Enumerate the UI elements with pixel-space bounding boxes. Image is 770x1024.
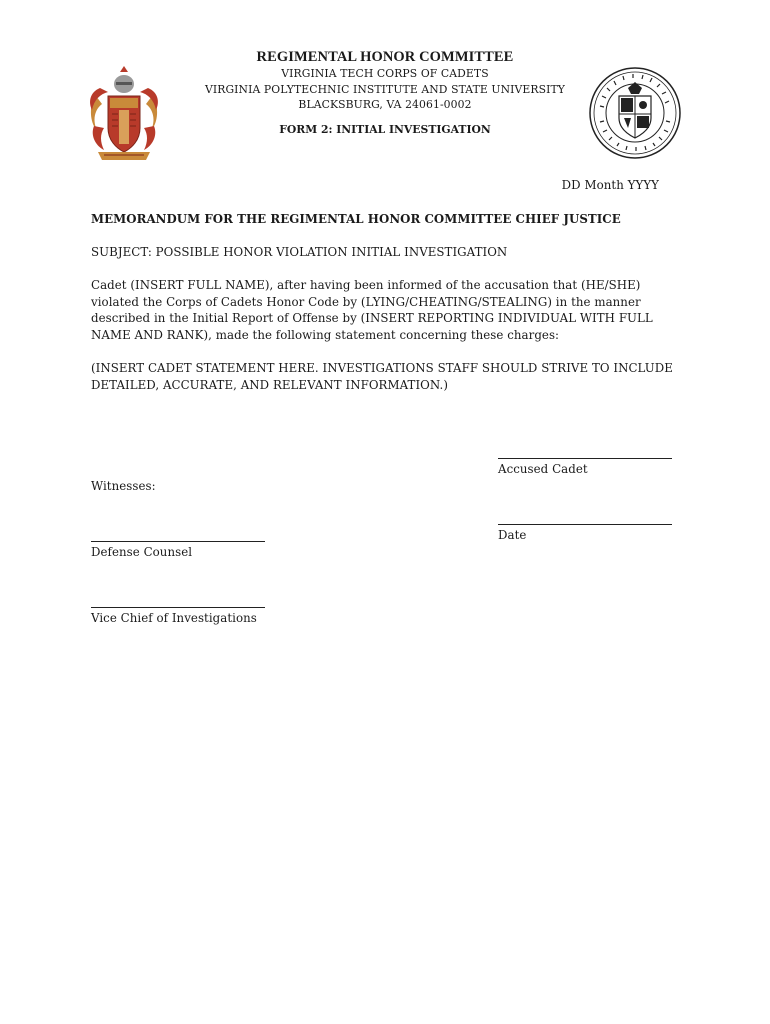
cadet-statement-paragraph: (INSERT CADET STATEMENT HERE. INVESTIGATIONS STAFF SHOULD STRIVE TO INCLUDE DETAILED, ACCURATE, AND RELEVANT INFORMATION.) (91, 361, 673, 392)
witnesses-label: Witnesses: (91, 479, 156, 493)
memorandum-for: MEMORANDUM FOR THE REGIMENTAL HONOR COMMITTEE CHIEF JUSTICE (91, 212, 621, 226)
letterhead (170, 48, 600, 137)
form-title: FORM 2: INITIAL INVESTIGATION (279, 122, 491, 136)
date-label: Date (498, 528, 527, 542)
subject-line: SUBJECT: POSSIBLE HONOR VIOLATION INITIAL INVESTIGATION (91, 245, 508, 259)
statement-intro-paragraph: Cadet (INSERT FULL NAME), after having been informed of the accusation that (HE/SHE) violated the Corps of Cadets Honor Code by (LYING/CHEATING/STEALING) in the manner described in the Initial Report of Offense by (INSERT REPORTING INDIVIDUAL WITH FULL NAME AND RANK), made the following statement concerning these charges: (91, 278, 653, 342)
university-name: VIRGINIA POLYTECHNIC INSTITUTE AND STATE UNIVERSITY (204, 82, 566, 96)
accused-cadet-signature-line[interactable] (498, 458, 672, 459)
memo-date: DD Month YYYY (561, 178, 659, 192)
committee-title: REGIMENTAL HONOR COMMITTEE (256, 49, 514, 65)
vice-chief-signature-line[interactable] (91, 607, 265, 608)
corps-name: VIRGINIA TECH CORPS OF CADETS (281, 67, 489, 80)
vice-chief-label: Vice Chief of Investigations (91, 611, 257, 625)
corps-crest-icon (86, 66, 162, 162)
address: BLACKSBURG, VA 24061-0002 (298, 98, 472, 111)
defense-counsel-label: Defense Counsel (91, 545, 193, 559)
accused-cadet-label: Accused Cadet (498, 462, 588, 476)
defense-counsel-signature-line[interactable] (91, 541, 265, 542)
date-signature-line[interactable] (498, 524, 672, 525)
university-seal-icon (588, 66, 682, 160)
